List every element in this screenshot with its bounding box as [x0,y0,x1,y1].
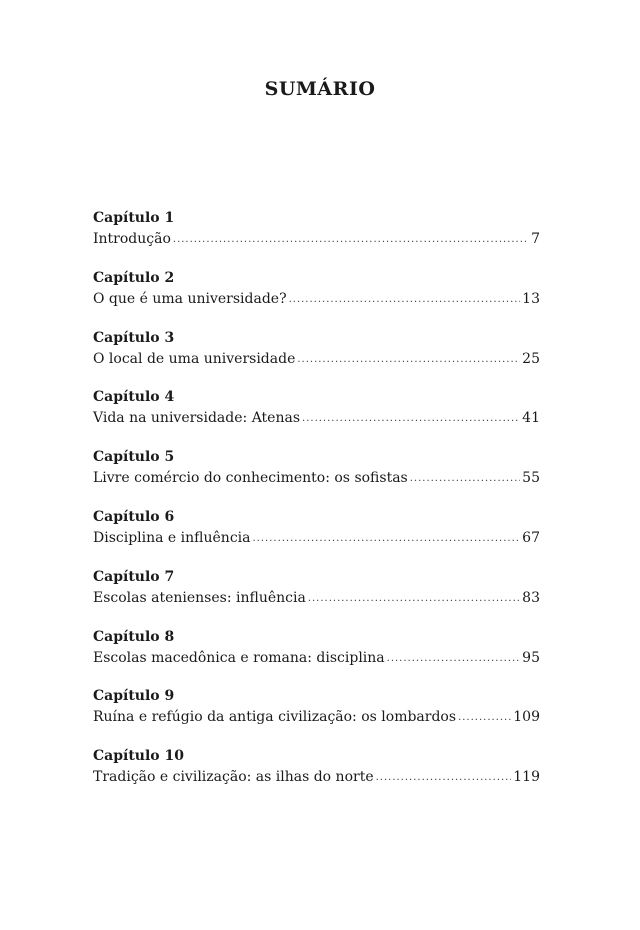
chapter-label: Capítulo 8 [93,628,175,645]
chapter-label: Capítulo 6 [93,508,175,525]
chapter-label: Capítulo 1 [93,210,175,226]
chapter-label: Capítulo 3 [93,329,175,346]
page-number: 95 [522,649,540,666]
dot-leader [308,588,520,609]
toc-entry [93,208,540,268]
chapter-label: Capítulo 2 [93,269,175,286]
entry-line [93,588,540,610]
dot-leader [387,648,521,669]
chapter-label: Capítulo 4 [93,389,175,406]
toc-entry [93,447,540,507]
page-number: 55 [522,470,540,487]
dot-leader [302,408,520,429]
toc-entry [93,268,540,328]
entry-title: Disciplina e influência [93,529,251,546]
entry-line [93,648,540,670]
chapter-label: Capítulo 10 [93,748,184,765]
page-number: 119 [513,769,540,786]
entry-title: Escolas macedônica e romana: disciplina [93,649,385,666]
table-of-contents [93,208,540,806]
dot-leader [289,289,521,310]
page-number: 41 [522,410,540,427]
entry-line [93,229,540,251]
entry-line [93,408,540,430]
page-title: SUMÁRIO [264,78,376,100]
page-number: 25 [522,350,540,367]
dot-leader [376,767,512,788]
entry-line [93,289,540,311]
entry-title: Livre comércio do conhecimento: os sofistas [93,470,408,487]
dot-leader [458,707,511,728]
entry-title: Escolas atenienses: influência [93,589,306,606]
entry-line [93,707,540,729]
page-number: 83 [522,589,540,606]
dot-leader [253,528,521,549]
toc-entry [93,746,540,806]
toc-entry [93,387,540,447]
toc-entry [93,567,540,627]
toc-entry [93,627,540,687]
entry-line [93,528,540,550]
entry-line [93,349,540,371]
entry-title: Tradição e civilização: as ilhas do norte [93,769,374,786]
chapter-label: Capítulo 9 [93,688,175,705]
toc-entry [93,328,540,388]
dot-leader [297,349,520,370]
entry-title: Introdução [93,231,171,247]
entry-line [93,468,540,490]
toc-entry [93,507,540,567]
entry-line [93,767,540,789]
entry-title: O local de uma universidade [93,350,296,367]
page-number: 109 [513,709,540,726]
dot-leader [410,468,520,489]
entry-title: O que é uma universidade? [93,290,287,307]
chapter-label: Capítulo 5 [93,449,175,466]
toc-entry [93,686,540,746]
page-number: 13 [522,290,540,307]
entry-title: Ruína e refúgio da antiga civilização: os lombardos [93,709,457,726]
dot-leader [173,229,529,250]
entry-title: Vida na universidade: Atenas [93,410,301,427]
page-number: 67 [522,529,540,546]
chapter-label: Capítulo 7 [93,568,175,585]
page-number: 7 [531,231,540,247]
